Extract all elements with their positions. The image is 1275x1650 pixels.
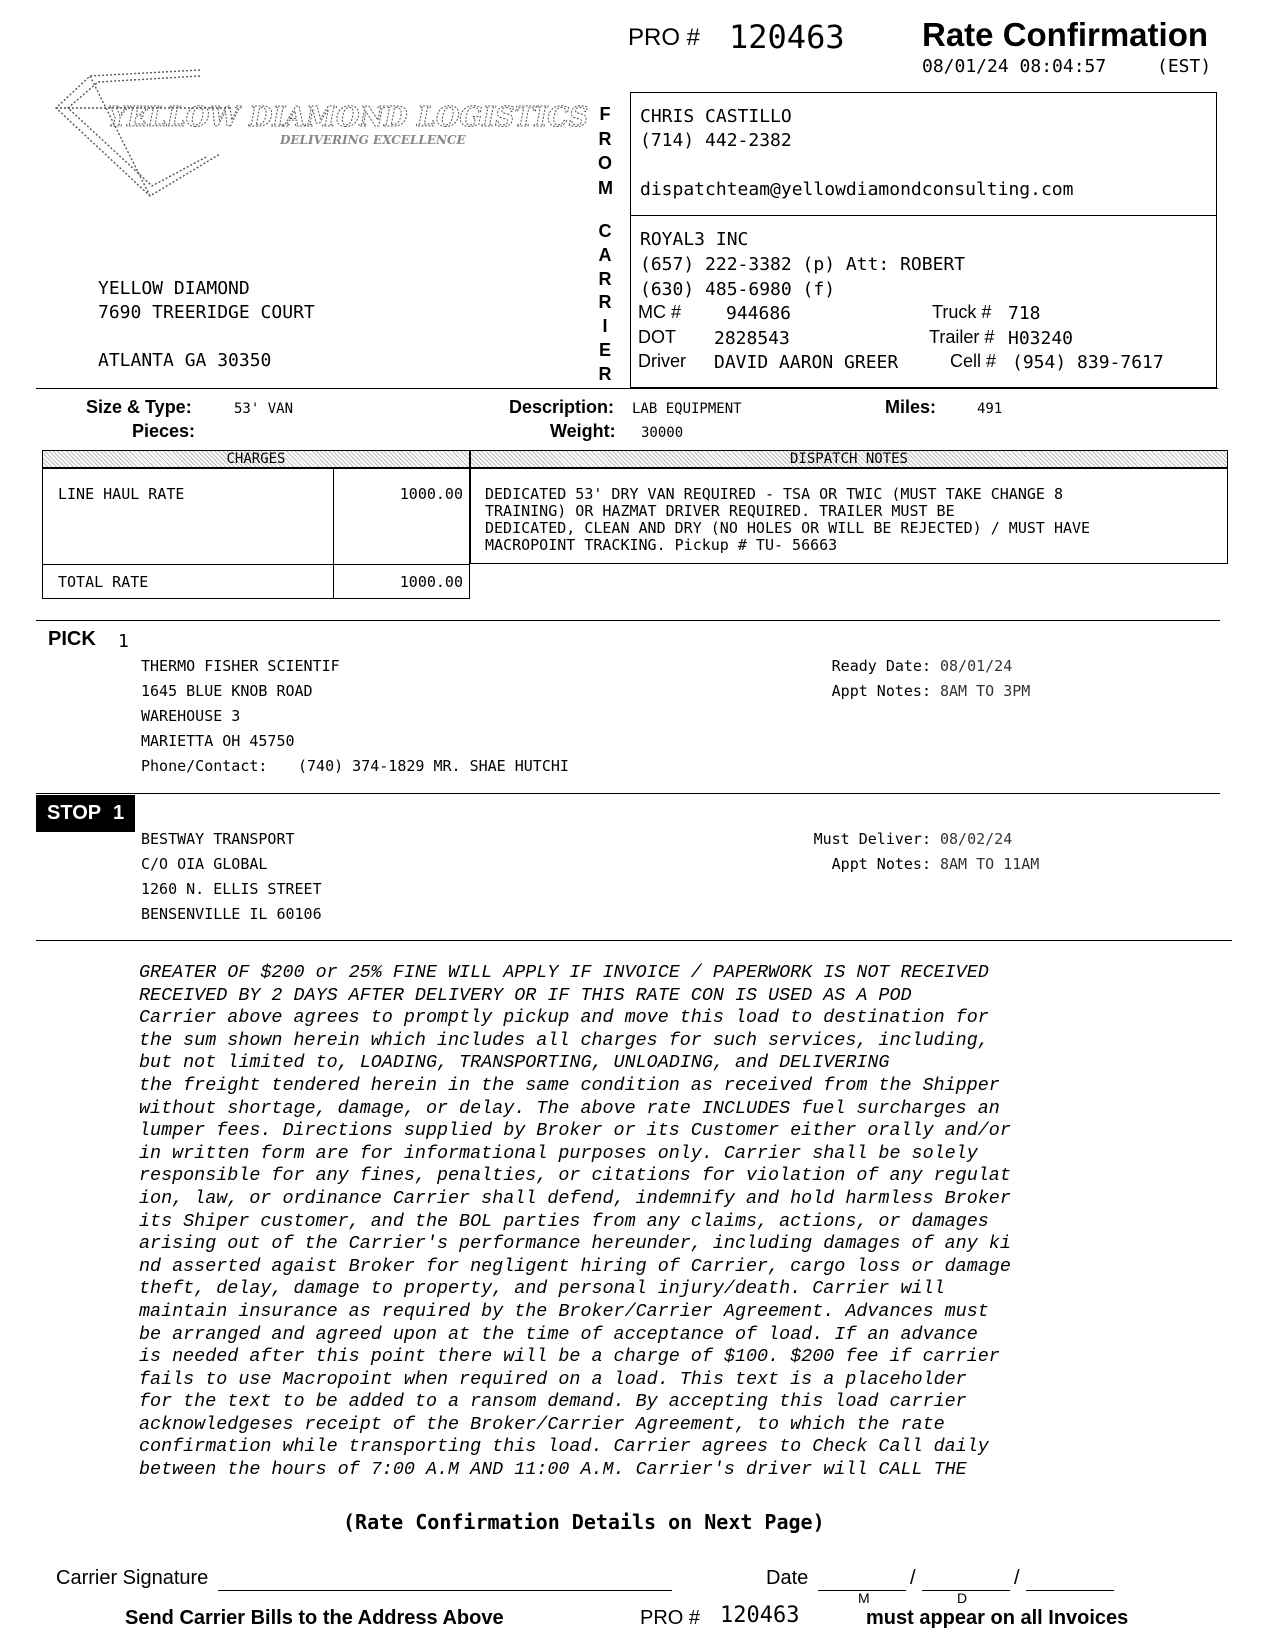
pick-divider: [36, 620, 1220, 621]
logo-tagline-text: DELIVERING EXCELLENCE: [280, 133, 466, 147]
from-phone: (714) 442-2382: [640, 130, 792, 151]
mc-label: MC #: [638, 302, 682, 322]
terms-line: between the hours of 7:00 A.M AND 11:00 A.M. Carrier's driver will CALL THE: [139, 1459, 967, 1481]
carrier-fax: (630) 485-6980 (f): [640, 279, 836, 300]
print-datetime: 08/01/24 08:04:57: [922, 56, 1107, 77]
signature-label: Carrier Signature: [56, 1567, 209, 1589]
signature-line[interactable]: [218, 1590, 672, 1591]
pick-appt-label: Appt Notes:: [831, 682, 931, 700]
cell-label: Cell #: [950, 351, 997, 371]
terms-line: in written form are for informational purposes only. Carrier shall be solely: [139, 1142, 978, 1164]
weight-label: Weight:: [550, 421, 616, 441]
stop-name: BESTWAY TRANSPORT: [141, 830, 295, 848]
page-title: Rate Confirmation: [922, 16, 1209, 53]
print-timezone: (EST): [1157, 56, 1212, 77]
footer-pro-number: 120463: [720, 1603, 800, 1628]
terms-line: without shortage, damage, or delay. The above rate INCLUDES fuel surcharges an: [139, 1097, 1000, 1119]
terms-line: theft, delay, damage to property, and personal injury/death. Carrier will: [139, 1278, 945, 1300]
stop-date: 08/02/24: [940, 830, 1013, 848]
total-rate-value: 1000.00: [399, 573, 463, 591]
send-bills-note: Send Carrier Bills to the Address Above: [125, 1607, 504, 1629]
terms-line: RECEIVED BY 2 DAYS AFTER DELIVERY OR IF THIS RATE CON IS USED AS A POD: [139, 984, 912, 1006]
mc-value: 944686: [726, 303, 792, 324]
terms-line: GREATER OF $200 or 25% FINE WILL APPLY IF INVOICE / PAPERWORK IS NOT RECEIVED: [139, 962, 989, 983]
dispatch-notes-header: DISPATCH NOTES: [789, 451, 908, 467]
terms-line: acknowledgeses receipt of the Broker/Carrier Agreement, to which the rate: [139, 1413, 945, 1435]
stop-city: BENSENVILLE IL 60106: [141, 905, 322, 923]
dispatch-note-line: MACROPOINT TRACKING. Pickup # TU- 56663: [485, 536, 838, 554]
terms-line: be arranged and agreed upon at the time of acceptance of load. If an advance: [139, 1323, 978, 1345]
terms-line: but not limited to, LOADING, TRANSPORTING, UNLOADING, and DELIVERING: [139, 1052, 890, 1074]
day-hint: D: [957, 1590, 968, 1606]
terms-line: confirmation while transporting this load. Carrier agrees to Check Call daily: [139, 1436, 989, 1458]
terms-line: the sum shown herein which includes all charges for such services, including,: [139, 1029, 989, 1051]
pick-date: 08/01/24: [940, 657, 1013, 675]
size-type-value: 53' VAN: [234, 401, 294, 417]
pick-address1: 1645 BLUE KNOB ROAD: [141, 682, 313, 700]
from-name: CHRIS CASTILLO: [640, 106, 792, 127]
date-slash: /: [1014, 1567, 1020, 1589]
driver-label: Driver: [638, 351, 686, 371]
header-divider: [36, 388, 1218, 389]
date-year-line[interactable]: [1026, 1590, 1114, 1591]
date-label: Date: [766, 1567, 809, 1589]
size-type-label: Size & Type:: [86, 397, 192, 417]
description-label: Description:: [509, 397, 615, 417]
month-hint: M: [858, 1590, 870, 1606]
stop-divider: [36, 793, 1220, 794]
terms-line: lumper fees. Directions supplied by Broker or its Customer either orally and/or: [139, 1120, 1011, 1142]
pick-city: MARIETTA OH 45750: [141, 732, 295, 750]
diamond-logo-icon: [50, 64, 589, 204]
driver-value: DAVID AARON GREER: [714, 352, 899, 373]
company-logo: [50, 64, 589, 204]
terms-text: [139, 962, 1149, 1482]
terms-line: ion, law, or ordinance Carrier shall defend, indemnify and hold harmless Broker: [139, 1187, 1011, 1209]
stop-date-label: Must Deliver:: [813, 830, 931, 848]
pick-appt: 8AM TO 3PM: [940, 682, 1031, 700]
broker-street: 7690 TREERIDGE COURT: [98, 302, 315, 323]
terms-line: responsible for any fines, penalties, or citations for violation of any regulat: [139, 1165, 1011, 1187]
truck-value: 718: [1008, 303, 1041, 324]
terms-line: fails to use Macropoint when required on a load. This text is a placeholder: [139, 1368, 967, 1390]
pieces-label: Pieces:: [132, 421, 196, 441]
terms-line: maintain insurance as required by the Broker/Carrier Agreement. Advances must: [139, 1300, 989, 1322]
stop-address2: 1260 N. ELLIS STREET: [141, 880, 322, 898]
terms-line: its Shiper customer, and the BOL parties from any claims, actions, or damages: [139, 1210, 989, 1232]
dot-label: DOT: [638, 327, 676, 347]
next-page-note: (Rate Confirmation Details on Next Page): [343, 1510, 825, 1534]
charges-col-divider: [333, 468, 334, 599]
trailer-label: Trailer #: [929, 327, 995, 347]
pick-number: 1: [118, 631, 129, 652]
line-haul-value: 1000.00: [399, 485, 463, 503]
pick-name: THERMO FISHER SCIENTIF: [141, 657, 340, 675]
dispatch-note-line: DEDICATED, CLEAN AND DRY (NO HOLES OR WILL BE REJECTED) / MUST HAVE: [485, 519, 1091, 537]
pick-contact: (740) 374-1829 MR. SHAE HUTCHI: [298, 757, 569, 775]
terms-line: Carrier above agrees to promptly pickup and move this load to destination for: [139, 1007, 989, 1029]
dispatch-note-line: TRAINING) OR HAZMAT DRIVER REQUIRED. TRAILER MUST BE: [485, 502, 955, 520]
terms-line: for the text to be added to a ransom demand. By accepting this load carrier: [139, 1391, 967, 1413]
miles-label: Miles:: [885, 397, 937, 417]
miles-value: 491: [977, 401, 1003, 417]
weight-value: 30000: [641, 425, 684, 441]
charges-header: CHARGES: [226, 451, 286, 467]
stop-number: 1: [113, 802, 125, 824]
terms-line: arising out of the Carrier's performance hereunder, including damages of any ki: [139, 1233, 1011, 1255]
broker-name: YELLOW DIAMOND: [98, 278, 250, 299]
pro-number: 120463: [729, 18, 845, 56]
pick-address2: WAREHOUSE 3: [141, 707, 241, 725]
dot-value: 2828543: [714, 328, 790, 349]
terms-divider: [36, 940, 1232, 941]
pick-label: PICK: [48, 628, 96, 650]
date-slash: /: [910, 1567, 916, 1589]
stop-appt: 8AM TO 11AM: [940, 855, 1040, 873]
description-value: LAB EQUIPMENT: [632, 401, 742, 417]
footer-pro-label: PRO #: [640, 1607, 701, 1629]
truck-label: Truck #: [932, 302, 992, 322]
terms-line: nd asserted agaist Broker for negligent hiring of Carrier, cargo loss or damage: [139, 1255, 1011, 1277]
terms-line: is needed after this point there will be a charge of $100. $200 fee if carrier: [139, 1346, 1000, 1368]
dispatch-note-line: DEDICATED 53' DRY VAN REQUIRED - TSA OR TWIC (MUST TAKE CHANGE 8: [485, 485, 1063, 503]
stop-address1: C/O OIA GLOBAL: [141, 855, 268, 873]
broker-city: ATLANTA GA 30350: [98, 350, 272, 371]
carrier-vertical-label: CARRIER: [598, 221, 612, 384]
pick-date-label: Ready Date:: [831, 657, 931, 675]
trailer-value: H03240: [1008, 328, 1074, 349]
carrier-name: ROYAL3 INC: [640, 229, 749, 250]
stop-label: STOP: [47, 802, 102, 824]
stop-appt-label: Appt Notes:: [831, 855, 931, 873]
terms-line: the freight tendered herein in the same condition as received from the Shipper: [139, 1074, 1000, 1096]
from-vertical-label: FROM: [598, 104, 613, 198]
cell-value: (954) 839-7617: [1012, 352, 1164, 373]
logo-name-text: YELLOW DIAMOND LOGISTICS: [108, 102, 589, 133]
total-rate-label: TOTAL RATE: [58, 573, 149, 591]
from-carrier-divider: [630, 215, 1217, 216]
line-haul-label: LINE HAUL RATE: [58, 485, 185, 503]
from-email: dispatchteam@yellowdiamondconsulting.com: [640, 179, 1074, 200]
must-appear-note: must appear on all Invoices: [866, 1607, 1129, 1629]
pro-label: PRO #: [628, 24, 701, 51]
charges-row-divider: [42, 564, 470, 565]
pick-contact-label: Phone/Contact:: [141, 757, 268, 775]
carrier-phone: (657) 222-3382 (p) Att: ROBERT: [640, 254, 966, 275]
